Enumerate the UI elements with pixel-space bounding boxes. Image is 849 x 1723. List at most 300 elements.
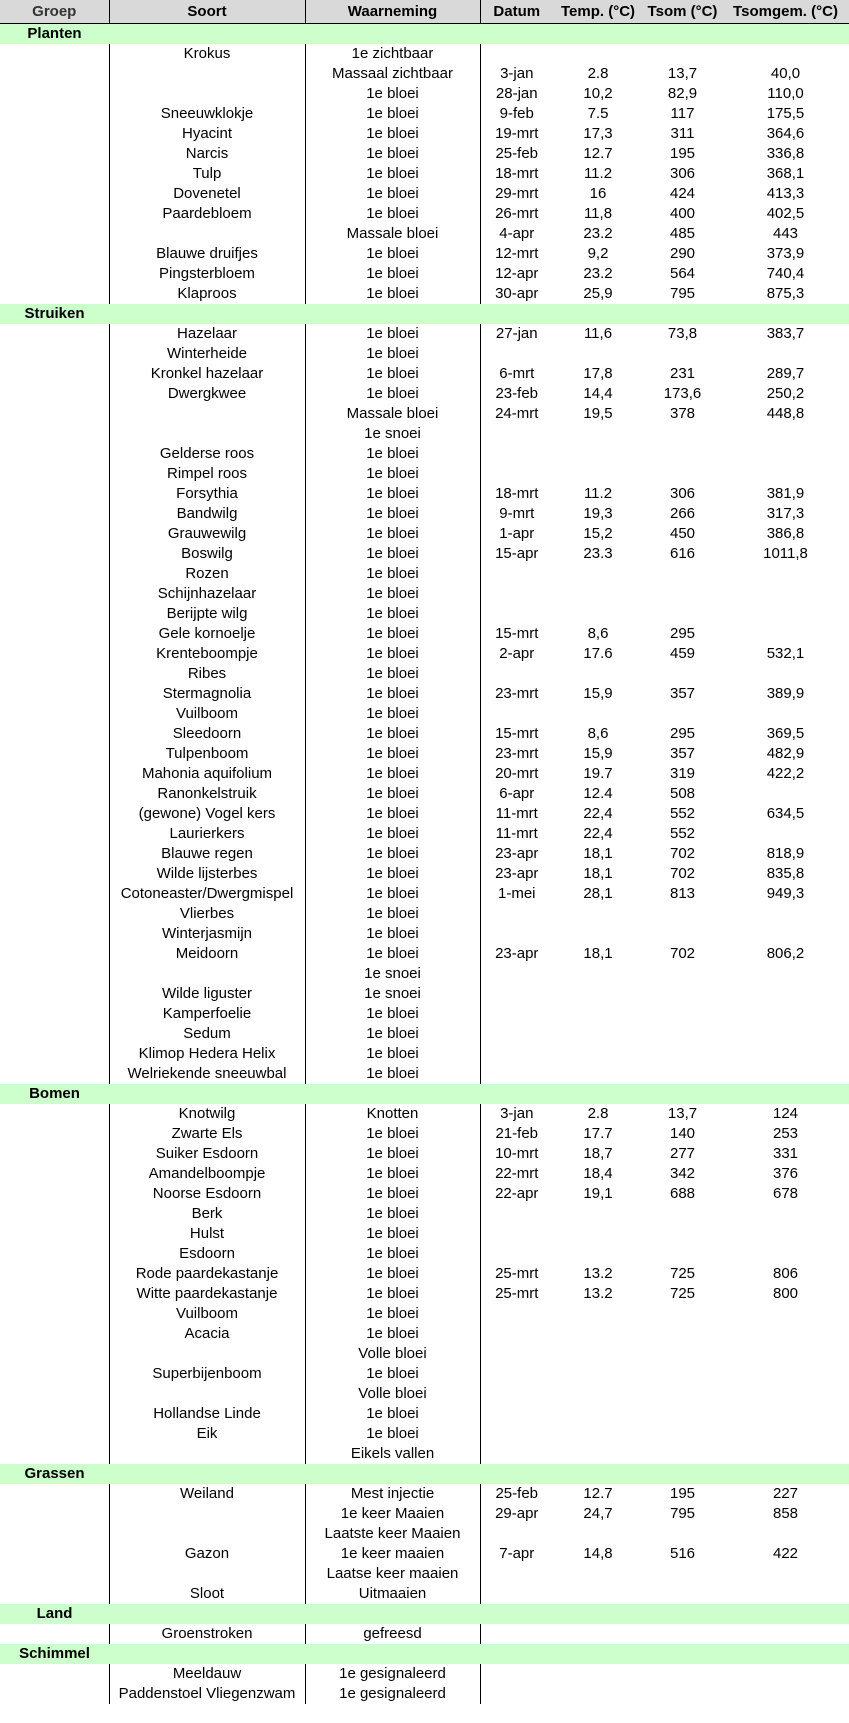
soort-cell[interactable] xyxy=(109,84,305,104)
groep-cell[interactable] xyxy=(0,104,109,124)
soort-cell[interactable] xyxy=(109,424,305,444)
datum-cell[interactable] xyxy=(480,1324,553,1344)
soort-cell[interactable] xyxy=(109,1524,305,1544)
soort-cell[interactable] xyxy=(109,404,305,424)
header-groep[interactable]: Groep xyxy=(0,0,109,24)
waarneming-cell[interactable]: Massaal zichtbaar xyxy=(305,64,480,84)
waarneming-cell[interactable]: 1e bloei xyxy=(305,324,480,344)
datum-cell[interactable]: 22-mrt xyxy=(495,1165,539,1182)
tsom-cell[interactable]: 140 xyxy=(669,1125,696,1142)
waarneming-cell[interactable]: 1e bloei xyxy=(305,1204,480,1224)
soort-cell[interactable]: Witte paardekastanje xyxy=(109,1284,305,1304)
soort-cell[interactable]: Krenteboompje xyxy=(109,644,305,664)
groep-cell[interactable] xyxy=(0,1444,109,1464)
tsomgem-cell[interactable] xyxy=(722,924,849,944)
tsom-cell[interactable]: 306 xyxy=(669,485,696,502)
datum-cell[interactable]: 20-mrt xyxy=(495,765,539,782)
tsom-cell[interactable] xyxy=(643,604,722,624)
tsomgem-cell[interactable]: 875,3 xyxy=(766,285,805,302)
tsom-cell[interactable]: 357 xyxy=(669,745,696,762)
waarneming-cell[interactable]: Uitmaaien xyxy=(305,1584,480,1604)
tsom-cell[interactable] xyxy=(643,1404,722,1424)
temp-cell[interactable] xyxy=(553,1564,643,1584)
group-filler-cell[interactable] xyxy=(305,304,480,324)
soort-cell[interactable]: Meeldauw xyxy=(109,1664,305,1684)
waarneming-cell[interactable]: 1e bloei xyxy=(305,1124,480,1144)
datum-cell[interactable] xyxy=(480,464,553,484)
tsomgem-cell[interactable] xyxy=(722,1444,849,1464)
soort-cell[interactable]: Rozen xyxy=(109,564,305,584)
tsom-cell[interactable] xyxy=(643,564,722,584)
tsomgem-cell[interactable] xyxy=(722,1684,849,1704)
datum-cell[interactable]: 23-mrt xyxy=(495,685,539,702)
datum-cell[interactable] xyxy=(480,44,553,64)
soort-cell[interactable]: Klimop Hedera Helix xyxy=(109,1044,305,1064)
temp-cell[interactable] xyxy=(553,664,643,684)
tsom-cell[interactable] xyxy=(643,1444,722,1464)
tsom-cell[interactable] xyxy=(643,1364,722,1384)
waarneming-cell[interactable]: 1e bloei xyxy=(305,124,480,144)
tsomgem-cell[interactable] xyxy=(722,1304,849,1324)
groep-cell[interactable] xyxy=(0,804,109,824)
group-name[interactable]: Land xyxy=(0,1604,109,1624)
datum-cell[interactable] xyxy=(480,424,553,444)
tsomgem-cell[interactable] xyxy=(722,1024,849,1044)
temp-cell[interactable] xyxy=(553,1404,643,1424)
datum-cell[interactable] xyxy=(480,704,553,724)
group-filler-cell[interactable] xyxy=(305,24,480,45)
temp-cell[interactable]: 2.8 xyxy=(587,65,609,82)
temp-cell[interactable]: 23.2 xyxy=(583,225,613,242)
tsomgem-cell[interactable] xyxy=(722,964,849,984)
tsom-cell[interactable] xyxy=(643,1044,722,1064)
group-filler-cell[interactable] xyxy=(109,24,305,45)
temp-cell[interactable]: 11,8 xyxy=(583,205,613,222)
tsom-cell[interactable]: 702 xyxy=(669,845,696,862)
waarneming-cell[interactable]: 1e bloei xyxy=(305,504,480,524)
temp-cell[interactable]: 8,6 xyxy=(587,625,609,642)
temp-cell[interactable]: 18,4 xyxy=(583,1165,613,1182)
waarneming-cell[interactable]: 1e bloei xyxy=(305,664,480,684)
temp-cell[interactable] xyxy=(553,1384,643,1404)
soort-cell[interactable]: Suiker Esdoorn xyxy=(109,1144,305,1164)
soort-cell[interactable]: Meidoorn xyxy=(109,944,305,964)
datum-cell[interactable] xyxy=(480,664,553,684)
soort-cell[interactable] xyxy=(109,64,305,84)
waarneming-cell[interactable]: 1e bloei xyxy=(305,1144,480,1164)
tsom-cell[interactable]: 173,6 xyxy=(663,385,702,402)
group-filler-cell[interactable] xyxy=(722,1604,849,1624)
header-tsomgem[interactable]: Tsomgem. (°C) xyxy=(722,0,849,24)
tsomgem-cell[interactable]: 413,3 xyxy=(766,185,805,202)
tsomgem-cell[interactable] xyxy=(722,824,849,844)
temp-cell[interactable]: 11,6 xyxy=(583,325,613,342)
groep-cell[interactable] xyxy=(0,1664,109,1684)
tsomgem-cell[interactable] xyxy=(722,1584,849,1604)
waarneming-cell[interactable]: 1e gesignaleerd xyxy=(305,1684,480,1704)
tsomgem-cell[interactable] xyxy=(722,444,849,464)
groep-cell[interactable] xyxy=(0,884,109,904)
groep-cell[interactable] xyxy=(0,624,109,644)
tsom-cell[interactable]: 702 xyxy=(669,865,696,882)
soort-cell[interactable] xyxy=(109,1504,305,1524)
groep-cell[interactable] xyxy=(0,1244,109,1264)
tsomgem-cell[interactable]: 806 xyxy=(772,1265,799,1282)
waarneming-cell[interactable]: 1e bloei xyxy=(305,864,480,884)
temp-cell[interactable]: 17.7 xyxy=(583,1125,613,1142)
tsom-cell[interactable]: 424 xyxy=(669,185,696,202)
waarneming-cell[interactable]: 1e keer maaien xyxy=(305,1544,480,1564)
tsom-cell[interactable] xyxy=(643,1224,722,1244)
tsomgem-cell[interactable]: 389,9 xyxy=(766,685,805,702)
tsom-cell[interactable] xyxy=(643,1564,722,1584)
waarneming-cell[interactable]: 1e bloei xyxy=(305,684,480,704)
waarneming-cell[interactable]: 1e snoei xyxy=(305,984,480,1004)
tsom-cell[interactable]: 725 xyxy=(669,1265,696,1282)
waarneming-cell[interactable]: 1e bloei xyxy=(305,264,480,284)
waarneming-cell[interactable]: 1e bloei xyxy=(305,764,480,784)
tsomgem-cell[interactable]: 124 xyxy=(772,1105,799,1122)
datum-cell[interactable] xyxy=(480,604,553,624)
waarneming-cell[interactable]: 1e bloei xyxy=(305,444,480,464)
tsom-cell[interactable]: 231 xyxy=(669,365,696,382)
datum-cell[interactable]: 10-mrt xyxy=(495,1145,539,1162)
groep-cell[interactable] xyxy=(0,1344,109,1364)
soort-cell[interactable]: Cotoneaster/Dwergmispel xyxy=(109,884,305,904)
temp-cell[interactable]: 19,5 xyxy=(583,405,613,422)
tsomgem-cell[interactable]: 532,1 xyxy=(766,645,805,662)
groep-cell[interactable] xyxy=(0,1024,109,1044)
groep-cell[interactable] xyxy=(0,184,109,204)
soort-cell[interactable]: Vlierbes xyxy=(109,904,305,924)
tsom-cell[interactable] xyxy=(643,44,722,64)
groep-cell[interactable] xyxy=(0,64,109,84)
groep-cell[interactable] xyxy=(0,484,109,504)
tsom-cell[interactable] xyxy=(643,1584,722,1604)
tsomgem-cell[interactable] xyxy=(722,1204,849,1224)
groep-cell[interactable] xyxy=(0,424,109,444)
waarneming-cell[interactable]: 1e bloei xyxy=(305,284,480,304)
tsom-cell[interactable] xyxy=(643,1024,722,1044)
tsomgem-cell[interactable]: 678 xyxy=(772,1185,799,1202)
waarneming-cell[interactable]: 1e bloei xyxy=(305,624,480,644)
datum-cell[interactable]: 21-feb xyxy=(495,1125,539,1142)
temp-cell[interactable] xyxy=(553,1524,643,1544)
waarneming-cell[interactable]: 1e bloei xyxy=(305,84,480,104)
group-filler-cell[interactable] xyxy=(480,304,553,324)
datum-cell[interactable]: 23-apr xyxy=(495,845,539,862)
datum-cell[interactable] xyxy=(480,1044,553,1064)
tsomgem-cell[interactable]: 800 xyxy=(772,1285,799,1302)
groep-cell[interactable] xyxy=(0,1004,109,1024)
waarneming-cell[interactable]: 1e bloei xyxy=(305,1004,480,1024)
groep-cell[interactable] xyxy=(0,924,109,944)
soort-cell[interactable]: Esdoorn xyxy=(109,1244,305,1264)
group-filler-cell[interactable] xyxy=(643,1084,722,1104)
group-filler-cell[interactable] xyxy=(643,304,722,324)
waarneming-cell[interactable]: 1e bloei xyxy=(305,804,480,824)
soort-cell[interactable] xyxy=(109,1344,305,1364)
tsom-cell[interactable]: 295 xyxy=(669,725,696,742)
tsomgem-cell[interactable]: 373,9 xyxy=(766,245,805,262)
waarneming-cell[interactable]: 1e bloei xyxy=(305,584,480,604)
tsom-cell[interactable] xyxy=(643,1424,722,1444)
soort-cell[interactable]: Sloot xyxy=(109,1584,305,1604)
tsomgem-cell[interactable]: 364,6 xyxy=(766,125,805,142)
soort-cell[interactable]: Paddenstoel Vliegenzwam xyxy=(109,1684,305,1704)
soort-cell[interactable] xyxy=(109,224,305,244)
tsom-cell[interactable]: 319 xyxy=(669,765,696,782)
waarneming-cell[interactable]: Volle bloei xyxy=(305,1344,480,1364)
groep-cell[interactable] xyxy=(0,1304,109,1324)
groep-cell[interactable] xyxy=(0,1584,109,1604)
soort-cell[interactable]: Winterjasmijn xyxy=(109,924,305,944)
temp-cell[interactable]: 19.7 xyxy=(583,765,613,782)
tsomgem-cell[interactable] xyxy=(722,1524,849,1544)
datum-cell[interactable]: 15-mrt xyxy=(495,725,539,742)
datum-cell[interactable] xyxy=(480,1444,553,1464)
temp-cell[interactable] xyxy=(553,464,643,484)
tsom-cell[interactable]: 516 xyxy=(669,1545,696,1562)
waarneming-cell[interactable]: Volle bloei xyxy=(305,1384,480,1404)
datum-cell[interactable]: 18-mrt xyxy=(495,485,539,502)
tsom-cell[interactable]: 702 xyxy=(669,945,696,962)
temp-cell[interactable] xyxy=(553,1424,643,1444)
tsomgem-cell[interactable]: 949,3 xyxy=(766,885,805,902)
temp-cell[interactable]: 17,8 xyxy=(583,365,613,382)
waarneming-cell[interactable]: 1e bloei xyxy=(305,744,480,764)
groep-cell[interactable] xyxy=(0,1504,109,1524)
datum-cell[interactable] xyxy=(480,924,553,944)
tsom-cell[interactable]: 616 xyxy=(669,545,696,562)
groep-cell[interactable] xyxy=(0,524,109,544)
waarneming-cell[interactable]: Knotten xyxy=(305,1104,480,1124)
soort-cell[interactable]: Ribes xyxy=(109,664,305,684)
waarneming-cell[interactable]: 1e bloei xyxy=(305,1304,480,1324)
tsom-cell[interactable]: 552 xyxy=(669,805,696,822)
waarneming-cell[interactable]: 1e bloei xyxy=(305,1264,480,1284)
soort-cell[interactable]: Schijnhazelaar xyxy=(109,584,305,604)
temp-cell[interactable] xyxy=(553,1684,643,1704)
temp-cell[interactable]: 24,7 xyxy=(583,1505,613,1522)
soort-cell[interactable]: Noorse Esdoorn xyxy=(109,1184,305,1204)
header-temp[interactable]: Temp. (°C) xyxy=(553,0,643,24)
temp-cell[interactable] xyxy=(553,1004,643,1024)
groep-cell[interactable] xyxy=(0,1564,109,1584)
datum-cell[interactable] xyxy=(480,1204,553,1224)
datum-cell[interactable] xyxy=(480,1364,553,1384)
groep-cell[interactable] xyxy=(0,84,109,104)
groep-cell[interactable] xyxy=(0,224,109,244)
datum-cell[interactable]: 1-mei xyxy=(497,885,536,902)
tsom-cell[interactable] xyxy=(643,1304,722,1324)
temp-cell[interactable]: 13.2 xyxy=(583,1265,613,1282)
tsomgem-cell[interactable] xyxy=(722,564,849,584)
temp-cell[interactable]: 18,7 xyxy=(583,1145,613,1162)
soort-cell[interactable]: Mahonia aquifolium xyxy=(109,764,305,784)
tsomgem-cell[interactable]: 448,8 xyxy=(766,405,805,422)
tsom-cell[interactable] xyxy=(643,584,722,604)
datum-cell[interactable]: 26-mrt xyxy=(495,205,539,222)
temp-cell[interactable]: 11.2 xyxy=(583,485,613,502)
tsom-cell[interactable]: 795 xyxy=(669,1505,696,1522)
waarneming-cell[interactable]: 1e snoei xyxy=(305,424,480,444)
temp-cell[interactable]: 17,3 xyxy=(583,125,613,142)
temp-cell[interactable]: 18,1 xyxy=(583,865,613,882)
soort-cell[interactable]: Weiland xyxy=(109,1484,305,1504)
waarneming-cell[interactable]: 1e bloei xyxy=(305,384,480,404)
groep-cell[interactable] xyxy=(0,764,109,784)
soort-cell[interactable]: Hulst xyxy=(109,1224,305,1244)
soort-cell[interactable]: Grauwewilg xyxy=(109,524,305,544)
temp-cell[interactable]: 9,2 xyxy=(587,245,609,262)
datum-cell[interactable]: 23-feb xyxy=(495,385,539,402)
soort-cell[interactable]: Blauwe druifjes xyxy=(109,244,305,264)
tsomgem-cell[interactable]: 331 xyxy=(772,1145,799,1162)
group-filler-cell[interactable] xyxy=(109,1084,305,1104)
groep-cell[interactable] xyxy=(0,864,109,884)
datum-cell[interactable]: 12-apr xyxy=(495,265,539,282)
groep-cell[interactable] xyxy=(0,544,109,564)
datum-cell[interactable]: 28-jan xyxy=(495,85,538,102)
tsomgem-cell[interactable]: 381,9 xyxy=(766,485,805,502)
datum-cell[interactable]: 1-apr xyxy=(499,525,535,542)
groep-cell[interactable] xyxy=(0,1124,109,1144)
tsomgem-cell[interactable]: 1011,8 xyxy=(763,545,808,562)
datum-cell[interactable] xyxy=(480,1424,553,1444)
tsomgem-cell[interactable]: 253 xyxy=(772,1125,799,1142)
waarneming-cell[interactable]: 1e bloei xyxy=(305,364,480,384)
tsom-cell[interactable]: 813 xyxy=(669,885,696,902)
temp-cell[interactable] xyxy=(553,1244,643,1264)
group-name[interactable]: Grassen xyxy=(0,1464,109,1484)
soort-cell[interactable] xyxy=(109,1564,305,1584)
group-filler-cell[interactable] xyxy=(553,304,643,324)
groep-cell[interactable] xyxy=(0,364,109,384)
soort-cell[interactable]: Gelderse roos xyxy=(109,444,305,464)
temp-cell[interactable]: 14,4 xyxy=(583,385,613,402)
soort-cell[interactable]: Tulpenboom xyxy=(109,744,305,764)
datum-cell[interactable]: 30-apr xyxy=(495,285,539,302)
tsomgem-cell[interactable]: 175,5 xyxy=(766,105,805,122)
groep-cell[interactable] xyxy=(0,1284,109,1304)
waarneming-cell[interactable]: 1e bloei xyxy=(305,1184,480,1204)
soort-cell[interactable]: Dwergkwee xyxy=(109,384,305,404)
datum-cell[interactable] xyxy=(480,1524,553,1544)
temp-cell[interactable] xyxy=(553,704,643,724)
tsomgem-cell[interactable]: 422,2 xyxy=(766,765,805,782)
tsomgem-cell[interactable]: 250,2 xyxy=(766,385,805,402)
tsom-cell[interactable]: 73,8 xyxy=(667,325,698,342)
soort-cell[interactable] xyxy=(109,964,305,984)
tsomgem-cell[interactable]: 386,8 xyxy=(766,525,805,542)
soort-cell[interactable]: Welriekende sneeuwbal xyxy=(109,1064,305,1084)
datum-cell[interactable]: 6-mrt xyxy=(499,365,535,382)
datum-cell[interactable]: 15-apr xyxy=(495,545,539,562)
tsom-cell[interactable] xyxy=(643,904,722,924)
temp-cell[interactable] xyxy=(553,1344,643,1364)
datum-cell[interactable]: 7-apr xyxy=(499,1545,535,1562)
tsomgem-cell[interactable]: 634,5 xyxy=(766,805,805,822)
waarneming-cell[interactable]: Laatse keer maaien xyxy=(305,1564,480,1584)
groep-cell[interactable] xyxy=(0,684,109,704)
datum-cell[interactable]: 25-feb xyxy=(495,1485,539,1502)
temp-cell[interactable]: 19,3 xyxy=(583,505,613,522)
waarneming-cell[interactable]: 1e bloei xyxy=(305,1044,480,1064)
waarneming-cell[interactable]: 1e zichtbaar xyxy=(305,44,480,64)
tsom-cell[interactable] xyxy=(643,1684,722,1704)
temp-cell[interactable]: 2.8 xyxy=(587,1105,609,1122)
groep-cell[interactable] xyxy=(0,944,109,964)
tsom-cell[interactable] xyxy=(643,344,722,364)
group-filler-cell[interactable] xyxy=(480,1644,553,1664)
soort-cell[interactable]: Forsythia xyxy=(109,484,305,504)
tsomgem-cell[interactable]: 336,8 xyxy=(766,145,805,162)
soort-cell[interactable]: Pingsterbloem xyxy=(109,264,305,284)
group-filler-cell[interactable] xyxy=(305,1604,480,1624)
datum-cell[interactable] xyxy=(480,1244,553,1264)
groep-cell[interactable] xyxy=(0,124,109,144)
groep-cell[interactable] xyxy=(0,1164,109,1184)
temp-cell[interactable]: 22,4 xyxy=(583,805,613,822)
temp-cell[interactable]: 18,1 xyxy=(583,845,613,862)
group-filler-cell[interactable] xyxy=(553,1084,643,1104)
tsom-cell[interactable]: 266 xyxy=(669,505,696,522)
tsom-cell[interactable] xyxy=(643,1344,722,1364)
tsom-cell[interactable]: 508 xyxy=(669,785,696,802)
tsomgem-cell[interactable] xyxy=(722,784,849,804)
groep-cell[interactable] xyxy=(0,284,109,304)
groep-cell[interactable] xyxy=(0,144,109,164)
waarneming-cell[interactable]: 1e bloei xyxy=(305,1364,480,1384)
temp-cell[interactable]: 15,2 xyxy=(583,525,613,542)
tsomgem-cell[interactable] xyxy=(722,1364,849,1384)
waarneming-cell[interactable]: 1e keer Maaien xyxy=(305,1504,480,1524)
datum-cell[interactable]: 4-apr xyxy=(499,225,535,242)
tsom-cell[interactable] xyxy=(643,1324,722,1344)
groep-cell[interactable] xyxy=(0,664,109,684)
datum-cell[interactable]: 6-apr xyxy=(499,785,535,802)
tsom-cell[interactable] xyxy=(643,664,722,684)
tsom-cell[interactable]: 450 xyxy=(669,525,696,542)
group-filler-cell[interactable] xyxy=(722,1084,849,1104)
tsomgem-cell[interactable] xyxy=(722,664,849,684)
tsomgem-cell[interactable] xyxy=(722,624,849,644)
tsomgem-cell[interactable] xyxy=(722,604,849,624)
datum-cell[interactable]: 27-jan xyxy=(495,325,538,342)
datum-cell[interactable] xyxy=(480,584,553,604)
group-filler-cell[interactable] xyxy=(722,1644,849,1664)
tsom-cell[interactable]: 295 xyxy=(669,625,696,642)
tsom-cell[interactable] xyxy=(643,1244,722,1264)
soort-cell[interactable]: Vuilboom xyxy=(109,704,305,724)
groep-cell[interactable] xyxy=(0,164,109,184)
group-filler-cell[interactable] xyxy=(305,1644,480,1664)
soort-cell[interactable]: Narcis xyxy=(109,144,305,164)
tsomgem-cell[interactable]: 383,7 xyxy=(766,325,805,342)
tsom-cell[interactable] xyxy=(643,924,722,944)
temp-cell[interactable] xyxy=(553,1064,643,1084)
soort-cell[interactable]: Rimpel roos xyxy=(109,464,305,484)
groep-cell[interactable] xyxy=(0,784,109,804)
temp-cell[interactable] xyxy=(553,1364,643,1384)
group-filler-cell[interactable] xyxy=(553,1464,643,1484)
temp-cell[interactable]: 11.2 xyxy=(583,165,613,182)
group-filler-cell[interactable] xyxy=(722,24,849,45)
waarneming-cell[interactable]: 1e bloei xyxy=(305,1064,480,1084)
soort-cell[interactable]: Tulp xyxy=(109,164,305,184)
temp-cell[interactable] xyxy=(553,904,643,924)
